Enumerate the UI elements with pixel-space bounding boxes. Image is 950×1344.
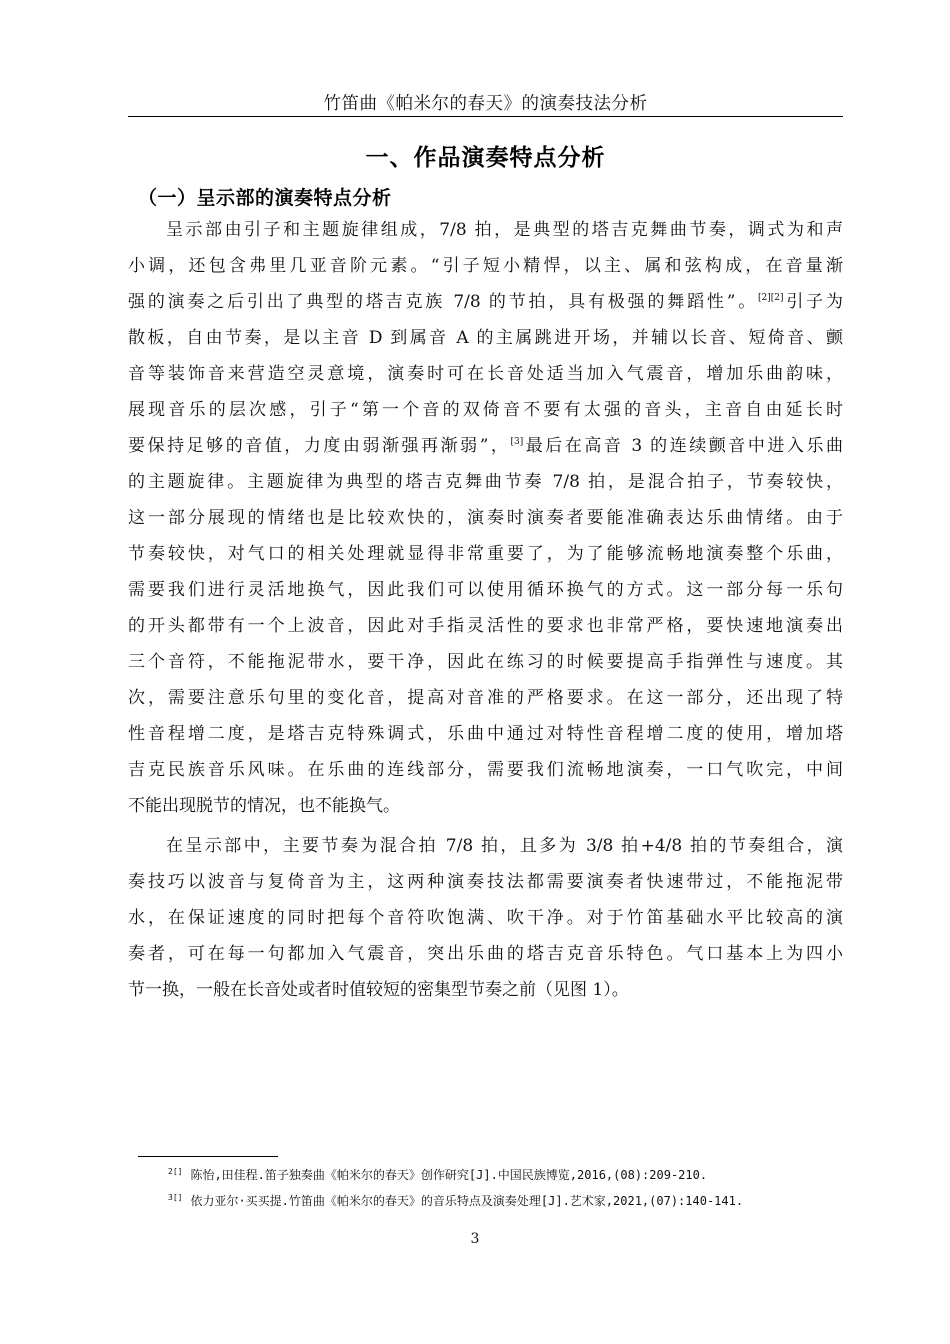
line-text: 这一部分展现的情绪也是比较欢快的，演奏时演奏者要能准确表达乐曲情绪。由于 xyxy=(128,508,843,528)
footnote-text: 陈怡,田佳程.笛子独奏曲《帕米尔的春天》创作研究[J].中国民族博览,2016,(08):209-210. xyxy=(190,1168,708,1182)
page-number: 3 xyxy=(470,1231,480,1247)
citation-mark: [3] xyxy=(510,437,524,447)
line-text: 性音程增二度，是塔吉克特殊调式，乐曲中通过对特性音程增二度的使用，增加塔 xyxy=(128,724,843,744)
text-line xyxy=(128,680,843,716)
text-line xyxy=(128,248,843,284)
footnote-rule xyxy=(138,1156,278,1157)
text-line xyxy=(128,900,843,936)
line-text: 散板，自由节奏，是以主音 D 到属音 A 的主属跳进开场，并辅以长音、短倚音、颤 xyxy=(128,328,843,348)
line-text: 的主题旋律。主题旋律为典型的塔吉克舞曲节奏 7/8 拍，是混合拍子，节奏较快， xyxy=(128,472,843,492)
text-line xyxy=(128,572,843,608)
line-text: 奏者，可在每一句都加入气震音，突出乐曲的塔吉克音乐特色。气口基本上为四小 xyxy=(128,944,843,964)
line-text: 次，需要注意乐句里的变化音，提高对音准的严格要求。在这一部分，还出现了特 xyxy=(128,688,843,708)
text-line xyxy=(128,212,843,248)
text-line xyxy=(128,320,843,356)
line-text: 呈示部由引子和主题旋律组成，7/8 拍，是典型的塔吉克舞曲节奏，调式为和声 xyxy=(166,220,843,240)
citation-mark: [2][2] xyxy=(758,293,784,303)
text-line xyxy=(128,284,843,320)
text-line xyxy=(128,356,843,392)
text-line xyxy=(128,864,843,900)
line-text: 节一换，一般在长音处或者时值较短的密集型节奏之前（见图 1）。 xyxy=(128,980,629,1000)
text-line xyxy=(128,536,843,572)
line-text: 三个音符，不能拖泥带水，要干净，因此在练习的时候要提高手指弹性与速度。其 xyxy=(128,652,843,672)
line-text: 最后在高音 3 的连续颤音中进入乐曲 xyxy=(523,436,843,456)
text-line xyxy=(128,972,843,1008)
text-line xyxy=(128,608,843,644)
body-text xyxy=(128,212,843,1008)
paragraph-2 xyxy=(128,828,843,1008)
line-text: 强的演奏之后引出了典型的塔吉克族 7/8 的节拍，具有极强的舞蹈性”。 xyxy=(128,292,759,312)
paragraph-1 xyxy=(128,212,843,824)
header-rule xyxy=(128,116,843,117)
footnote-text: 依力亚尔·买买提.竹笛曲《帕米尔的春天》的音乐特点及演奏处理[J].艺术家,2021,(07):140-141. xyxy=(190,1194,744,1208)
line-text: 在呈示部中，主要节奏为混合拍 7/8 拍，且多为 3/8 拍+4/8 拍的节奏组合，演 xyxy=(166,836,843,856)
line-text: 节奏较快，对气口的相关处理就显得非常重要了，为了能够流畅地演奏整个乐曲， xyxy=(128,544,843,564)
footnote-mark: 2[] xyxy=(168,1167,183,1176)
section-heading: 一、作品演奏特点分析 xyxy=(365,145,606,171)
line-text: 奏技巧以波音与复倚音为主，这两种演奏技法都需要演奏者快速带过，不能拖泥带 xyxy=(128,872,843,892)
line-text: 音等装饰音来营造空灵意境，演奏时可在长音处适当加入气震音，增加乐曲韵味， xyxy=(128,364,843,384)
footnote-3 xyxy=(168,1192,743,1209)
text-line xyxy=(128,788,843,824)
running-header: 竹笛曲《帕米尔的春天》的演奏技法分析 xyxy=(323,94,648,114)
text-line xyxy=(128,464,843,500)
footnote-2 xyxy=(168,1166,707,1183)
text-line xyxy=(128,716,843,752)
line-text: 吉克民族音乐风味。在乐曲的连线部分，需要我们流畅地演奏，一口气吹完，中间 xyxy=(128,760,843,780)
text-line xyxy=(128,392,843,428)
line-text: 要保持足够的音值，力度由弱渐强再渐弱”， xyxy=(128,436,511,456)
line-text: 需要我们进行灵活地换气，因此我们可以使用循环换气的方式。这一部分每一乐句 xyxy=(128,580,843,600)
footnote-mark: 3[] xyxy=(168,1193,183,1202)
line-text: 的开头都带有一个上波音，因此对手指灵活性的要求也非常严格，要快速地演奏出 xyxy=(128,616,843,636)
subsection-heading: （一）呈示部的演奏特点分析 xyxy=(138,187,392,209)
text-line xyxy=(128,428,843,464)
line-text: 小调，还包含弗里几亚音阶元素。“引子短小精悍，以主、属和弦构成，在音量渐 xyxy=(128,256,843,276)
text-line xyxy=(128,644,843,680)
line-text: 引子为 xyxy=(783,292,844,312)
text-line xyxy=(128,752,843,788)
text-line xyxy=(128,828,843,864)
line-text: 展现音乐的层次感，引子“第一个音的双倚音不要有太强的音头，主音自由延长时 xyxy=(128,400,843,420)
line-text: 不能出现脱节的情况，也不能换气。 xyxy=(128,796,400,816)
text-line xyxy=(128,500,843,536)
text-line xyxy=(128,936,843,972)
line-text: 水，在保证速度的同时把每个音符吹饱满、吹干净。对于竹笛基础水平比较高的演 xyxy=(128,908,843,928)
